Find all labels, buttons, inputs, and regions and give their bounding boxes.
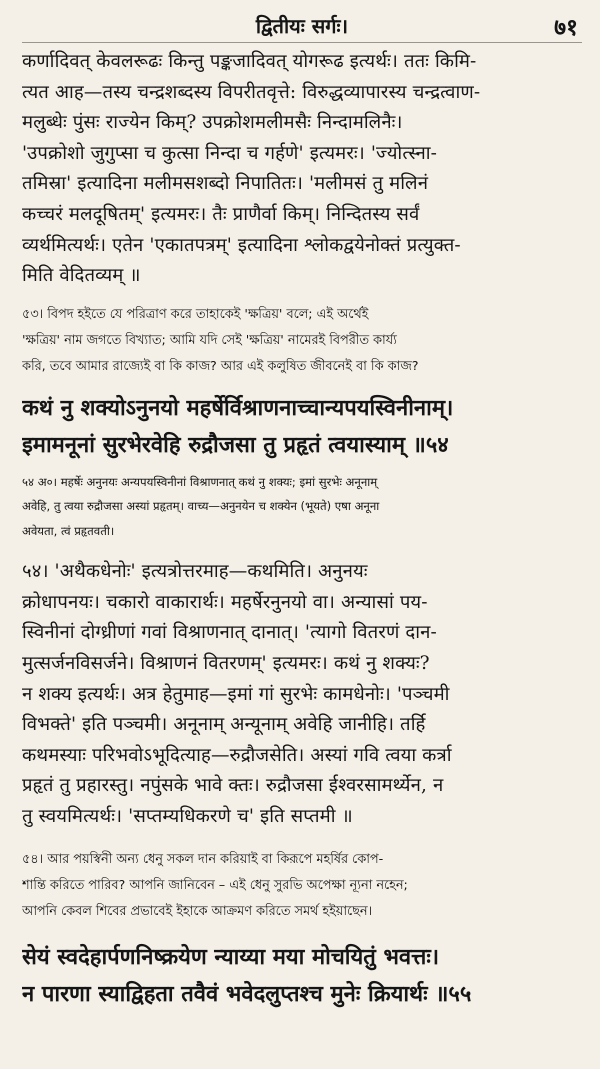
text-line: করি, তবে আমার রাজ্যেই বা কি কাজ? আর এই কলুষিত জীবনেই বা কি কাজ? xyxy=(22,358,419,374)
text-line: 'उपक्रोशो जुगुप्सा च कुत्सा निन्दा च गर्हणे' इत्यमरः। 'ज्योत्स्ना- xyxy=(22,142,438,164)
chapter-title: द्वितीयः सर्गः। xyxy=(255,14,349,38)
text-line: मुत्सर्जनविसर्जने। विश्राणनं वितरणम्' इत्यमरः। कथं नु शक्यः? xyxy=(22,653,430,675)
verse-line: न पारणा स्याद्विहता तवैवं भवेदलुप्तश्च मुनेः क्रियार्थः ॥५५ xyxy=(22,980,472,1007)
text-line: मलुब्धेः पुंसः राज्येन किम्? उपक्रोशमलीमसैः निन्दामलिनैः। xyxy=(22,112,403,134)
page-number: ७१ xyxy=(554,14,578,41)
running-header xyxy=(22,6,582,42)
verse-line: सेयं स्वदेहार्पणनिष्क्रयेण न्याय्या मया मोचयितुं भवत्तः। xyxy=(22,943,440,970)
header-rule xyxy=(22,42,582,43)
commentary-block-53 xyxy=(22,47,582,292)
text-line: ৫৪। আর পয়স্বিনী অন্য ধেনু সকল দান করিয়াই বা কিরূপে মহর্ষির কোপ- xyxy=(22,851,384,867)
text-line: ५४। 'अथैकधेनोः' इत्यत्रोत्तरमाह—कथमिति। अनुनयः xyxy=(22,561,368,583)
text-line: अवेयता, त्वं प्रहृतवती। xyxy=(22,523,115,538)
text-line: त्यत आह—तस्य चन्द्रशब्दस्य विपरीतवृत्ते: विरुद्धव्यापारस्य चन्द्रत्वाण- xyxy=(22,81,481,103)
text-line: तु स्वयमित्यर्थः। 'सप्तम्यधिकरणे च' इति सप्तमी ॥ xyxy=(22,806,353,827)
text-line: स्विनीनां दोग्ध्रीणां गवां विश्राणनात् दानात्। 'त्यागो वितरणं दान- xyxy=(22,622,437,644)
text-line: 'ক্ষত্রিয়' নাম জগতে বিখ্যাত; আমি যদি সেই 'ক্ষত্রিয়' নামেরই বিপরীত কার্য্য xyxy=(22,332,397,348)
verse-line: इमामनूनां सुरभेरवेहि रुद्रौजसा तु प्रहृतं त्वयास्याम् ॥५४ xyxy=(22,431,449,458)
text-line: क्रोधापनयः। चकारो वाकारार्थः। महर्षेरनुनयो वा। अन्यासां पय- xyxy=(22,591,428,613)
text-line: আপনি কেবল শিবের প্রভাবেই ইহাকে আক্রমণ করিতে সমর্থ হইয়াছেন। xyxy=(22,903,373,919)
text-line: व्यर्थमित्यर्थः। एतेन 'एकातपत्रम्' इत्यादिना श्लोकद्वयेनोक्तं प्रत्युक्त- xyxy=(22,234,461,256)
text-line: अवेहि, तु त्वया रुद्रौजसा अस्यां प्रहृतम्। वाच्य—अनुनयेन च शक्येन (भूयते) एषा अनूना xyxy=(22,499,380,514)
anvaya-54 xyxy=(22,470,582,544)
text-line: শান্তি করিতে পারিব? আপনি জানিবেন – এই ধেনু সুরভি অপেক্ষা ন্যূনা নহেন; xyxy=(22,877,408,893)
text-line: तमिस्रा' इत्यादिना मलीमसशब्दो निपातितः। 'मलीमसं तु मलिनं xyxy=(22,173,429,195)
text-line: ५४ अ०। महर्षेः अनुनयः अन्यपयस्विनीनां विश्राणनात् कथं नु शक्यः; इमां सुरभेः अनूनाम् xyxy=(22,474,378,489)
commentary-block-54 xyxy=(22,557,582,832)
text-line: मिति वेदितव्यम् ॥ xyxy=(22,265,141,287)
verse-55 xyxy=(22,939,582,1013)
bengali-translation-54 xyxy=(22,847,582,925)
text-line: विभक्ते' इति पञ्चमी। अनूनाम् अन्यूनाम् अवेहि जानीहि। तर्हि xyxy=(22,714,426,736)
verse-line: कथं नु शक्योऽनुनयो महर्षेर्विश्राणनाच्चान्यपयस्विनीनाम्। xyxy=(22,394,454,421)
bengali-translation-53 xyxy=(22,302,582,380)
text-line: ৫৩। বিপদ হইতে যে পরিত্রাণ করে তাহাকেই 'ক্ষত্রিয়' বলে; এই অর্থেই xyxy=(22,306,369,322)
verse-54 xyxy=(22,390,582,464)
text-line: कर्णादिवत् केवलरूढः किन्तु पङ्कजादिवत् योगरूढ इत्यर्थः। ततः किमि- xyxy=(22,51,477,72)
text-line: कच्चरं मलदूषितम्' इत्यमरः। तैः प्राणैर्वा किम्। निन्दितस्य सर्वं xyxy=(22,203,420,225)
text-line: प्रहृतं तु प्रहारस्तु। नपुंसके भावे क्तः। रुद्रौजसा ईश्वरसामर्थ्येन, न xyxy=(22,775,444,797)
text-line: कथमस्याः परिभवोऽभूदित्याह—रुद्रौजसेति। अस्यां गवि त्वया कर्त्रा xyxy=(22,744,452,766)
text-line: न शक्य इत्यर्थः। अत्र हेतुमाह—इमां गां सुरभेः कामधेनोः। 'पञ्चमी xyxy=(22,683,450,705)
